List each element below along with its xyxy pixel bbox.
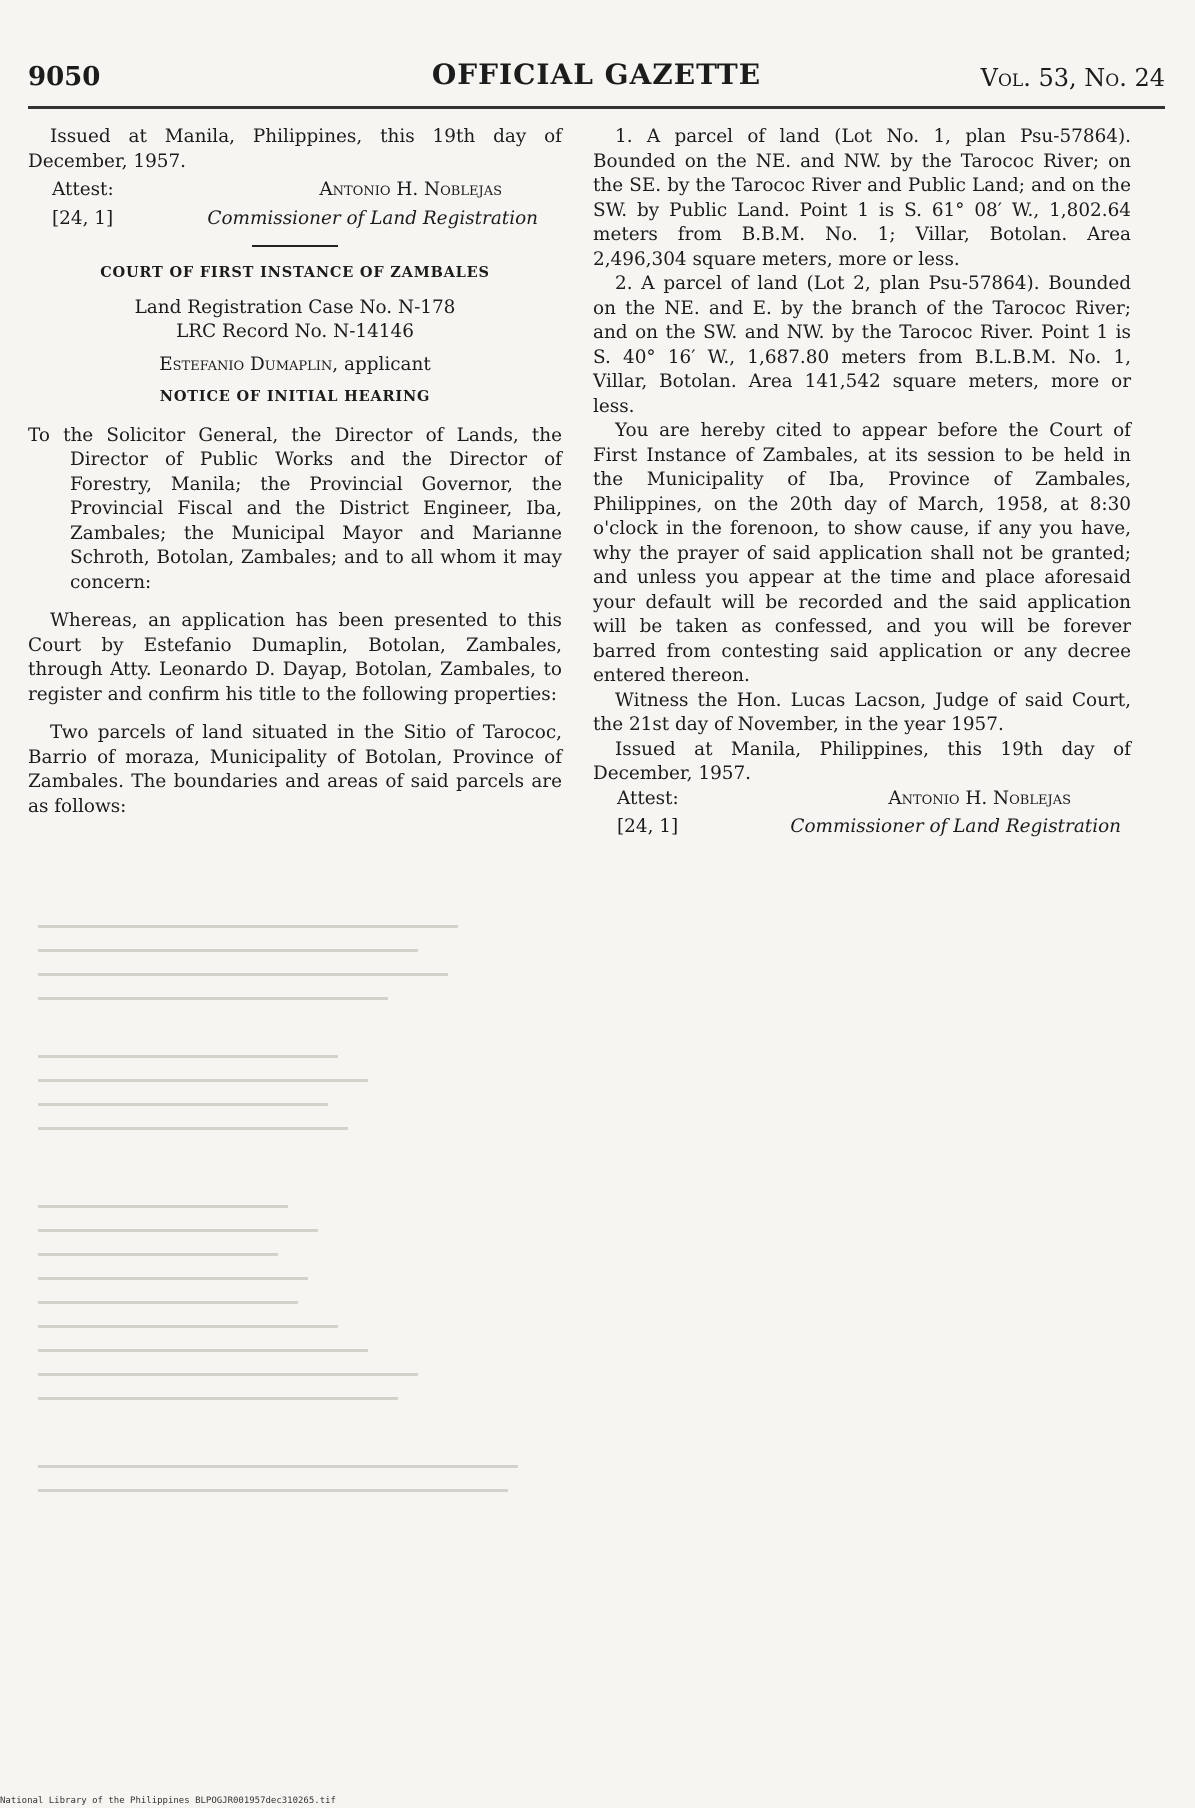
court-heading: COURT OF FIRST INSTANCE OF ZAMBALES (100, 264, 490, 281)
page-number: 9050 (28, 62, 101, 92)
attest-block-2 (593, 787, 1131, 812)
issued-paragraph: Issued at Manila, Philippines, this 19th day of December, 1957. (593, 738, 1131, 784)
scan-source-line: National Library of the Philippines BLPOGJR001957dec310265.tif (0, 1796, 336, 1806)
header-rule (28, 106, 1165, 109)
bleed-through-texture (28, 905, 558, 1625)
addressees: To the Solicitor General, the Director of Lands, the Director of Public Works and the Director of Forestry, Manila; the Provincial Governor, the Provincial Fiscal and the District Engineer, Iba, Zambales; the Municipal Mayor and Marianne Schroth, Botolan, Zambales; and to all whom it may concern: (28, 424, 562, 593)
citation-paragraph: You are hereby cited to appear before the Court of First Instance of Zambales, at its session to be held in the Municipality of Iba, Province of Zambales, Philippines, on the 20th day of March, 1958, at 8:30 o'clock in the forenoon, to show cause, if any you have, why the prayer of said application shall not be granted; and unless you appear at the time and place aforesaid your default will be recorded and the said application will be taken as confessed, and you will be forever barred from contesting said application or any decree entered thereon. (593, 420, 1131, 686)
attest-block-1 (28, 178, 562, 203)
whereas-paragraph: Whereas, an application has been presented to this Court by Estefanio Dumaplin, Botolan, Zambales, through Atty. Leonardo D. Dayap, Botolan, Zambales, to register and confirm his title to the following properties: (28, 610, 562, 705)
parcels-intro: Two parcels of land situated in the Sitio of Tarococ, Barrio of moraza, Municipality of Botolan, Province of Zambales. The boundaries and areas of said parcels are as follows: (28, 722, 562, 817)
attest-label-2: Attest: (617, 787, 679, 809)
attest-title-2: Commissioner of Land Registration (790, 816, 1121, 837)
witness-paragraph: Witness the Hon. Lucas Lacson, Judge of said Court, the 21st day of November, in the year 1957. (593, 689, 1131, 735)
attest-title: Commissioner of Land Registration (207, 207, 538, 229)
attest-ref-2: [24, 1] (617, 816, 679, 837)
left-column (28, 125, 562, 819)
attest-block-2b (593, 815, 1131, 840)
notice-heading: NOTICE OF INITIAL HEARING (159, 388, 431, 405)
attest-label: Attest: (52, 179, 114, 200)
attest-ref: [24, 1] (52, 207, 114, 229)
intro-issued: Issued at Manila, Philippines, this 19th day of December, 1957. (28, 126, 562, 172)
page-header (28, 58, 1165, 98)
applicant-suffix: , applicant (332, 353, 431, 375)
gazette-title: OFFICIAL GAZETTE (431, 58, 762, 91)
lrc-record: LRC Record No. N-14146 (176, 321, 414, 342)
attest-block-1b (28, 207, 562, 232)
section-divider (252, 245, 338, 247)
applicant-line (28, 353, 562, 378)
parcel-1: 1. A parcel of land (Lot No. 1, plan Psu-57864). Bounded on the NE. and NW. by the Tarococ River; on the SE. by the Tarococ River and Public Land; and on the SW. by Public Land. Point 1 is S. 61° 08′ W., 1,802.64 meters from B.B.M. No. 1; Villar, Botolan. Area 2,496,304 square meters, more or less. (593, 126, 1131, 270)
volume-number: Vol. 53, No. 24 (980, 64, 1165, 92)
right-column (593, 125, 1131, 840)
attest-name-2: Antonio H. Noblejas (888, 787, 1071, 809)
applicant-name: Estefanio Dumaplin (159, 353, 333, 375)
attest-name: Antonio H. Noblejas (319, 179, 502, 200)
parcel-2: 2. A parcel of land (Lot 2, plan Psu-57864). Bounded on the NE. and E. by the branch of the Tarococ River; and on the SW. and NW. by the Tarococ River. Point 1 is S. 40° 16′ W., 1,687.80 meters from B.L.B.M. No. 1, Villar, Botolan. Area 141,542 square meters, more or less. (593, 273, 1131, 417)
case-number: Land Registration Case No. N-178 (134, 296, 456, 318)
